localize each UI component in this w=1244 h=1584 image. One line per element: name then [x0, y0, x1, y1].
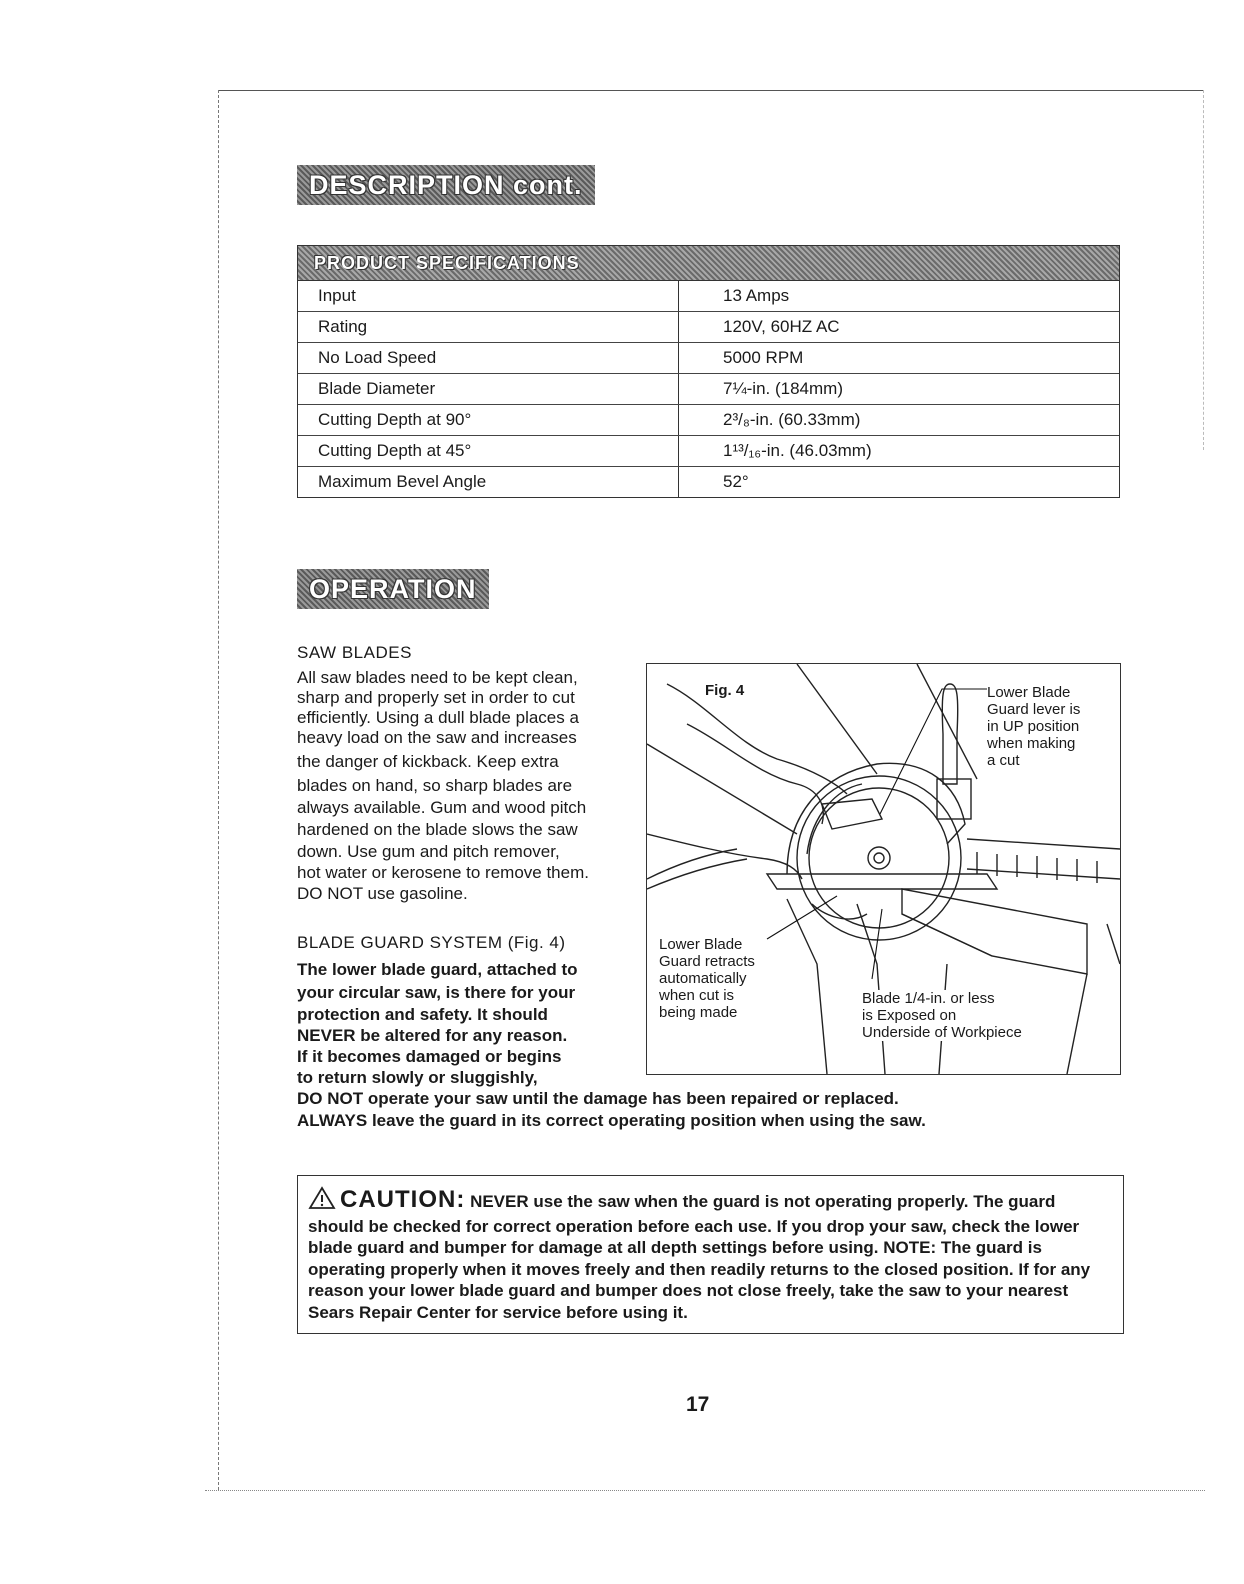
- caution-title: CAUTION:: [340, 1186, 466, 1213]
- caution-body: NEVER use the saw when the guard is not operating properly. The guard should be checked for correct operation before each use. If you drop your saw, check the lower blade guard and bumper for damage at all depth settings before using. NOTE: The guard is operating properly when it moves freely and then readily returns to the closed position. If for any reason your lower blade guard and bumper does not close freely, take the saw to your nearest Sears Repair Center for service before using it.: [308, 1192, 1091, 1322]
- saw-blades-heading: SAW BLADES: [297, 643, 412, 662]
- table-row: [298, 436, 1119, 467]
- table-row: [298, 281, 1119, 312]
- spec-label: Rating: [298, 312, 679, 342]
- saw-blades-line: always available. Gum and wood pitch: [297, 798, 587, 817]
- blade-guard-line: NEVER be altered for any reason.: [297, 1026, 568, 1045]
- spec-value: 2³/₈-in. (60.33mm): [723, 410, 861, 429]
- spec-value: 13 Amps: [723, 286, 790, 305]
- caution-text-block: [308, 1186, 1108, 1323]
- page-frame-top: [218, 90, 1204, 91]
- page-frame-bottom: [205, 1490, 1205, 1491]
- page-number: 17: [686, 1393, 710, 1416]
- blade-guard-line: your circular saw, is there for your: [297, 983, 576, 1002]
- blade-guard-full-line: ALWAYS leave the guard in its correct operating position when using the saw.: [297, 1111, 926, 1130]
- page-frame-right: [1203, 90, 1204, 450]
- callout-guard-retracts: Lower Blade Guard retracts automatically when cut is being made: [659, 936, 755, 1021]
- blade-guard-line: If it becomes damaged or begins: [297, 1047, 562, 1066]
- table-row: [298, 405, 1119, 436]
- spec-label: Blade Diameter: [298, 374, 679, 404]
- blade-guard-line: The lower blade guard, attached to: [297, 960, 578, 979]
- saw-blades-line: blades on hand, so sharp blades are: [297, 776, 573, 795]
- table-row: [298, 467, 1119, 497]
- saw-blades-line: heavy load on the saw and increases: [297, 728, 577, 747]
- spec-label: Maximum Bevel Angle: [298, 467, 679, 497]
- spec-label: Cutting Depth at 90°: [298, 405, 679, 435]
- callout-blade-exposed: Blade 1/4-in. or less is Exposed on Underside of Workpiece: [862, 990, 1022, 1041]
- saw-blades-line: All saw blades need to be kept clean,: [297, 668, 578, 687]
- spec-label: No Load Speed: [298, 343, 679, 373]
- specifications-table: [297, 245, 1120, 498]
- spec-value: 7¼-in. (184mm): [723, 379, 843, 398]
- spec-value: 5000 RPM: [723, 348, 804, 367]
- saw-blades-line: down. Use gum and pitch remover,: [297, 842, 560, 861]
- spec-value: 1¹³/₁₆-in. (46.03mm): [723, 441, 872, 460]
- spec-label: Cutting Depth at 45°: [298, 436, 679, 466]
- saw-blades-line: the danger of kickback. Keep extra: [297, 752, 559, 771]
- warning-triangle-icon: [308, 1186, 336, 1216]
- callout-lever-up: Lower Blade Guard lever is in UP position when making a cut: [987, 684, 1081, 769]
- page-frame-left: [218, 90, 219, 1490]
- saw-blades-line: hardened on the blade slows the saw: [297, 820, 578, 839]
- blade-guard-line: to return slowly or sluggishly,: [297, 1068, 538, 1087]
- table-row: [298, 374, 1119, 405]
- saw-blades-line: hot water or kerosene to remove them.: [297, 863, 589, 882]
- saw-blades-line: sharp and properly set in order to cut: [297, 688, 575, 707]
- spec-value: 52°: [723, 472, 749, 491]
- table-row: [298, 343, 1119, 374]
- figure-label: Fig. 4: [705, 682, 745, 699]
- description-banner: DESCRIPTION cont.: [297, 165, 595, 205]
- saw-blades-line: DO NOT use gasoline.: [297, 884, 468, 903]
- blade-guard-heading: BLADE GUARD SYSTEM (Fig. 4): [297, 933, 566, 952]
- table-row: [298, 312, 1119, 343]
- caution-box: [297, 1175, 1124, 1334]
- blade-guard-line: protection and safety. It should: [297, 1005, 548, 1024]
- spec-value: 120V, 60HZ AC: [723, 317, 840, 336]
- saw-blades-line: efficiently. Using a dull blade places a: [297, 708, 579, 727]
- specifications-header: PRODUCT SPECIFICATIONS: [298, 246, 1119, 281]
- blade-guard-full-line: DO NOT operate your saw until the damage has been repaired or replaced.: [297, 1089, 899, 1108]
- spec-label: Input: [298, 281, 679, 311]
- operation-banner: OPERATION: [297, 569, 489, 609]
- figure-4: [646, 663, 1121, 1075]
